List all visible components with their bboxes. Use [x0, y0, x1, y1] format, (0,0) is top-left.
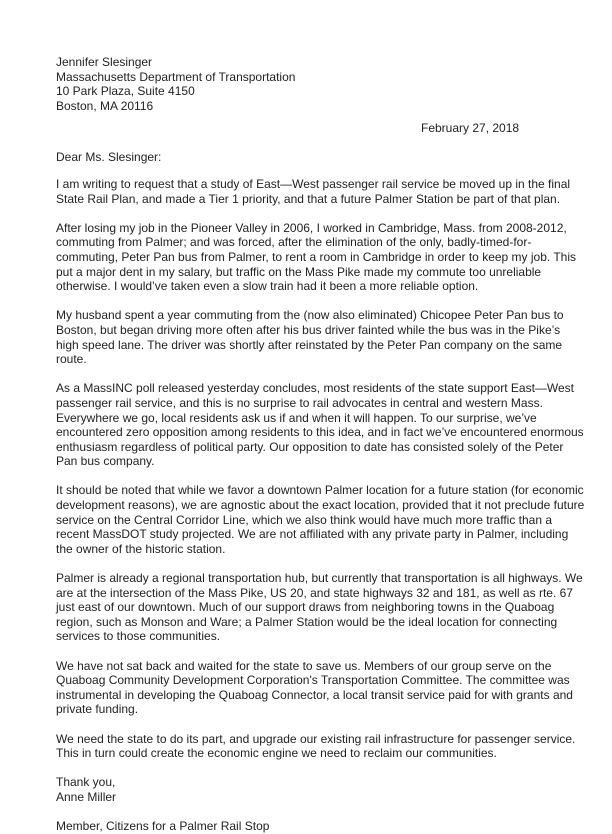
body-paragraph-2: After losing my job in the Pioneer Valley in 2006, I worked in Cambridge, Mass. from 2008-2012, commuting from Palmer; and was forced, after the elimination of the only, badly-timed-for-commuting, Peter Pan bus from Palmer, to rent a room in Cambridge in order to keep my job. This put a major dent in my salary, but traffic on the Mass Pike made my commute too unreliable otherwise. I would’ve taken even a slow train had it been a more reliable option.	[56, 220, 577, 294]
body-paragraph-6: Palmer is already a regional transportation hub, but currently that transportation is all highways. We are at the intersection of the Mass Pike, US 20, and state highways 32 and 181, as well as rte. 67 just east of our downtown. Much of our support draws from neighboring towns in the Quaboag region, such as Monson and Ware; a Palmer Station would be the ideal location for connecting services to those communities.	[56, 571, 583, 644]
body-paragraph-3: My husband spent a year commuting from the (now also eliminated) Chicopee Peter Pan bus to Boston, but began driving more often after his bus driver fainted while the bus was in the Pike’s high speed lane. The driver was shortly after reinstated by the Peter Pan company on the same route.	[56, 308, 564, 367]
body-paragraph-8: We need the state to do its part, and upgrade our existing rail infrastructure for passenger service. This in turn could create the economic engine we need to reclaim our communities.	[56, 731, 576, 761]
closing-block	[56, 775, 586, 833]
signer-title: Member, Citizens for a Palmer Rail Stop	[56, 819, 270, 834]
letter-body	[56, 177, 586, 834]
body-paragraph-5: It should be noted that while we favor a downtown Palmer location for a future station (for economic development reasons), we are agnostic about the exact location, provided that it not preclude future service on the Central Corridor Line, which we also think would have much more traffic than a recent MassDOT study projected. We are not affiliated with any private party in Palmer, including the owner of the historic station.	[56, 483, 585, 556]
body-paragraph-4: As a MassINC poll released yesterday concludes, most residents of the state support East—West passenger rail service, and this is no surprise to rail advocates in central and western Mass. Everywhere we go, local residents ask us if and when it will happen. To our surprise, we’ve encountered zero opposition among residents to this idea, and in fact we’ve encountered enormous enthusiasm regardless of political party. Our opposition to date has consisted solely of the Peter Pan bus company.	[56, 381, 584, 469]
body-paragraph-7: We have not sat back and waited for the state to save us. Members of our group serve on the Quaboag Community Development Corporation's Transportation Committee. The committee was instrumental in developing the Quaboag Connector, a local transit service paid for with grants and private funding.	[56, 658, 573, 717]
salutation: Dear Ms. Slesinger:	[56, 150, 162, 164]
letter-page	[56, 55, 576, 113]
recipient-city-state-zip: Boston, MA 20116	[56, 98, 154, 113]
valediction: Thank you,	[56, 775, 116, 790]
recipient-organization: Massachusetts Department of Transportation	[56, 69, 296, 84]
signer-name: Anne Miller	[56, 789, 117, 804]
body-paragraph-1: I am writing to request that a study of East—West passenger rail service be moved up in the final State Rail Plan, and made a Tier 1 priority, and that a future Palmer Station be part of that plan.	[56, 177, 571, 206]
letter-date: February 27, 2018	[421, 121, 520, 135]
recipient-street: 10 Park Plaza, Suite 4150	[56, 84, 195, 99]
recipient-address-block	[56, 55, 576, 113]
recipient-name: Jennifer Slesinger	[56, 55, 153, 69]
